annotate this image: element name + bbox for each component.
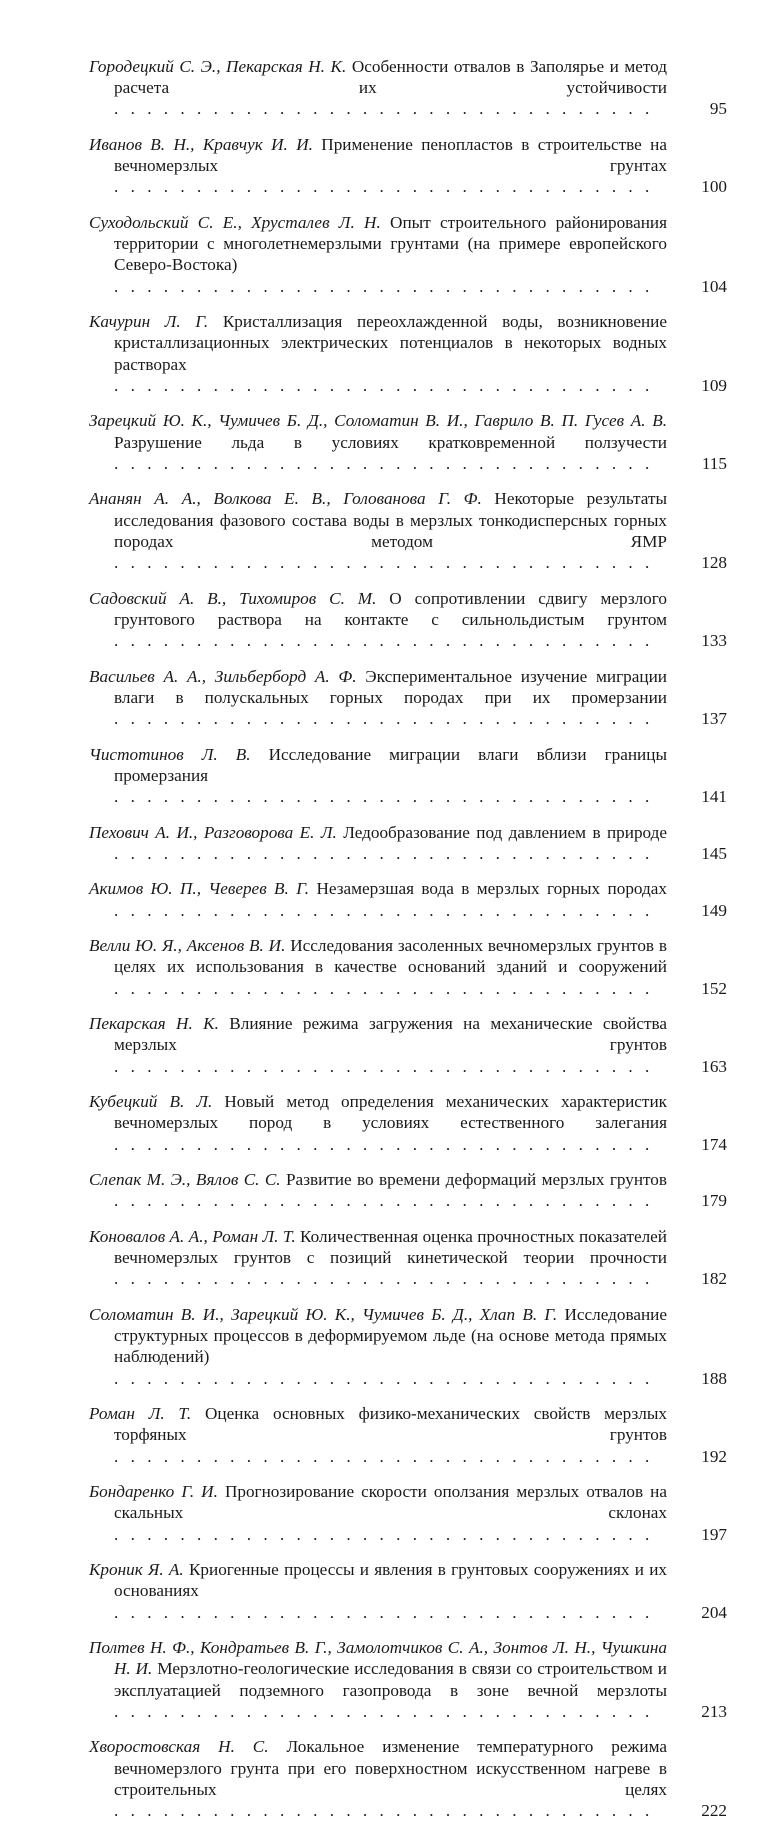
- dot-leader: . . . . . . . . . . . . . . . . . . . . . . . . . . . . . . . . .: [114, 276, 654, 296]
- entry-authors: Бондаренко Г. И.: [89, 1482, 218, 1502]
- entry-page-number: 145: [701, 843, 727, 863]
- entry-page-number: 109: [701, 375, 727, 395]
- entry-title: Количественная оценка прочностных показателей вечномерзлых грунтов с позиций кинетической теории прочности: [114, 1227, 667, 1268]
- dot-leader: . . . . . . . . . . . . . . . . . . . . . . . . . . . . . . . . .: [114, 177, 654, 197]
- entry-authors: Велли Ю. Я., Аксенов В. И.: [89, 936, 286, 956]
- entry-page-number: 179: [701, 1191, 727, 1211]
- entry-authors: Пехович А. И., Разговорова Е. Л.: [89, 822, 337, 842]
- toc-entry: [89, 1637, 727, 1722]
- entry-page-number: 137: [701, 709, 727, 729]
- entry-title: Новый метод определения механических характеристик вечномерзлых пород в условиях естественного залегания: [114, 1092, 667, 1133]
- entry-authors: Качурин Л. Г.: [89, 312, 209, 332]
- entry-page-number: 95: [709, 99, 727, 119]
- dot-leader: . . . . . . . . . . . . . . . . . . . . . . . . . . . . . . . . .: [114, 843, 654, 863]
- dot-leader: . . . . . . . . . . . . . . . . . . . . . . . . . . . . . . . . .: [114, 1134, 654, 1154]
- toc-entry: [89, 410, 727, 474]
- entry-title: Локальное изменение температурного режима вечномерзлого грунта при его поверхностном искусственном нагреве в строительных целях: [114, 1737, 667, 1799]
- entry-page-number: 115: [701, 453, 727, 473]
- toc-entry: [89, 1091, 727, 1155]
- toc-entry: [89, 134, 727, 198]
- toc-entry: [89, 56, 727, 120]
- entry-page-number: 182: [701, 1269, 727, 1289]
- dot-leader: . . . . . . . . . . . . . . . . . . . . . . . . . . . . . . . . .: [114, 1701, 654, 1721]
- dot-leader: . . . . . . . . . . . . . . . . . . . . . . . . . . . . . . . . .: [114, 553, 654, 573]
- toc-entry: [89, 1169, 727, 1211]
- dot-leader: . . . . . . . . . . . . . . . . . . . . . . . . . . . . . . . . .: [114, 787, 654, 807]
- entry-authors: Суходольский С. Е., Хрусталев Л. Н.: [89, 213, 381, 232]
- entry-title: Ледообразование под давлением в природе: [343, 822, 668, 842]
- entry-title: Влияние режима загружения на механические свойства мерзлых грунтов: [114, 1014, 667, 1055]
- entry-page-number: 222: [701, 1801, 727, 1821]
- toc-entry: [89, 1559, 727, 1623]
- dot-leader: . . . . . . . . . . . . . . . . . . . . . . . . . . . . . . . . .: [114, 1801, 654, 1821]
- entry-authors: Соломатин В. И., Зарецкий Ю. К., Чумичев Б. Д., Хлап В. Г.: [89, 1305, 558, 1324]
- toc-entry: [89, 1304, 727, 1389]
- entry-authors: Иванов В. Н., Кравчук И. И.: [89, 135, 313, 154]
- entry-authors: Садовский А. В., Тихомиров С. М.: [89, 588, 377, 608]
- dot-leader: . . . . . . . . . . . . . . . . . . . . . . . . . . . . . . . . .: [114, 1269, 654, 1289]
- entry-page-number: 204: [701, 1602, 727, 1622]
- entry-title: Некоторые результаты исследования фазового состава воды в мерзлых тонкодисперсных горных породах методом ЯМР: [114, 489, 668, 551]
- toc-entry: [89, 488, 727, 573]
- dot-leader: . . . . . . . . . . . . . . . . . . . . . . . . . . . . . . . . .: [114, 631, 654, 651]
- entry-title: Развитие во времени деформаций мерзлых грунтов: [286, 1170, 668, 1190]
- entry-authors: Васильев А. А., Зильберборд А. Ф.: [89, 666, 357, 686]
- entry-page-number: 163: [701, 1056, 727, 1076]
- entry-title: Криогенные процессы и явления в грунтовых сооружениях и их основаниях: [114, 1560, 667, 1601]
- entry-title: Экспериментальное изучение миграции влаги в полускальных горных породах при их промерзании: [114, 666, 667, 707]
- entry-authors: Городецкий С. Э., Пекарская Н. К.: [89, 57, 347, 76]
- entry-title: О сопротивлении сдвигу мерзлого грунтового раствора на контакте с сильнольдистым грунтом: [114, 588, 667, 629]
- toc-entry: [89, 1226, 727, 1290]
- entry-title: Мерзлотно-геологические исследования в связи со строительством и эксплуатацией подземного газопровода в зоне вечной мерзлоты: [114, 1659, 667, 1700]
- toc-entry: [89, 935, 727, 999]
- entry-title: Опыт строительного районирования территории с многолетнемерзлыми грунтами (на примере европейского Северо-Востока): [114, 213, 668, 275]
- toc-list: [89, 56, 727, 1821]
- entry-page-number: 188: [701, 1368, 727, 1388]
- entry-page-number: 133: [701, 631, 727, 651]
- entry-title: Исследование миграции влаги вблизи границы промерзания: [114, 744, 668, 785]
- entry-page-number: 197: [701, 1524, 727, 1544]
- entry-page-number: 174: [701, 1134, 727, 1154]
- entry-page-number: 104: [701, 276, 727, 296]
- entry-title: Прогнозирование скорости оползания мерзлых отвалов на скальных склонах: [114, 1482, 667, 1523]
- entry-title: Исследование структурных процессов в деформируемом льде (на основе метода прямых наблюдений): [114, 1305, 667, 1367]
- toc-entry: [89, 878, 727, 920]
- entry-page-number: 141: [701, 787, 727, 807]
- dot-leader: . . . . . . . . . . . . . . . . . . . . . . . . . . . . . . . . .: [114, 978, 654, 998]
- entry-title: Особенности отвалов в Заполярье и метод расчета их устойчивости: [114, 57, 668, 98]
- entry-title: Исследования засоленных вечномерзлых грунтов в целях их использования в качестве оснований зданий и сооружений: [114, 936, 667, 977]
- entry-title: Незамерзшая вода в мерзлых горных породах: [316, 879, 667, 899]
- entry-authors: Полтев Н. Ф., Кондратьев В. Г., Замолотчиков С. А., Зонтов Л. Н., Чушкина Н. И.: [89, 1638, 667, 1679]
- entry-authors: Коновалов А. А., Роман Л. Т.: [89, 1227, 296, 1246]
- entry-page-number: 152: [701, 978, 727, 998]
- dot-leader: . . . . . . . . . . . . . . . . . . . . . . . . . . . . . . . . .: [114, 1191, 654, 1211]
- entry-authors: Зарецкий Ю. К., Чумичев Б. Д., Соломатин В. И., Гаврило В. П. Гусев А. В.: [89, 411, 667, 431]
- entry-title: Разрушение льда в условиях кратковременной ползучести: [114, 432, 667, 452]
- dot-leader: . . . . . . . . . . . . . . . . . . . . . . . . . . . . . . . . .: [114, 709, 654, 729]
- entry-authors: Ананян А. А., Волкова Е. В., Голованова Г. Ф.: [89, 489, 482, 509]
- toc-entry: [89, 1403, 727, 1467]
- entry-authors: Кубецкий В. Л.: [89, 1092, 213, 1112]
- toc-entry: [89, 212, 727, 297]
- toc-entry: [89, 822, 727, 864]
- entry-page-number: 192: [701, 1446, 727, 1466]
- entry-title: Применение пенопластов в строительстве на вечномерзлых грунтах: [114, 135, 667, 176]
- dot-leader: . . . . . . . . . . . . . . . . . . . . . . . . . . . . . . . . .: [114, 1368, 654, 1388]
- entry-authors: Роман Л. Т.: [89, 1404, 192, 1424]
- entry-page-number: 213: [701, 1701, 727, 1721]
- toc-entry: [89, 588, 727, 652]
- dot-leader: . . . . . . . . . . . . . . . . . . . . . . . . . . . . . . . . .: [114, 99, 654, 119]
- dot-leader: . . . . . . . . . . . . . . . . . . . . . . . . . . . . . . . . .: [114, 1524, 654, 1544]
- dot-leader: . . . . . . . . . . . . . . . . . . . . . . . . . . . . . . . . .: [114, 1602, 654, 1622]
- dot-leader: . . . . . . . . . . . . . . . . . . . . . . . . . . . . . . . . .: [114, 375, 654, 395]
- entry-authors: Пекарская Н. К.: [89, 1014, 219, 1034]
- entry-title: Оценка основных физико-механических свойств мерзлых торфяных грунтов: [114, 1404, 667, 1445]
- entry-authors: Хворостовская Н. С.: [89, 1737, 269, 1757]
- entry-page-number: 149: [701, 900, 727, 920]
- dot-leader: . . . . . . . . . . . . . . . . . . . . . . . . . . . . . . . . .: [114, 1446, 654, 1466]
- toc-entry: [89, 1481, 727, 1545]
- dot-leader: . . . . . . . . . . . . . . . . . . . . . . . . . . . . . . . . .: [114, 900, 654, 920]
- dot-leader: . . . . . . . . . . . . . . . . . . . . . . . . . . . . . . . . .: [114, 453, 654, 473]
- entry-page-number: 128: [701, 553, 727, 573]
- toc-entry: [89, 1736, 727, 1821]
- toc-entry: [89, 1013, 727, 1077]
- entry-title: Кристаллизация переохлажденной воды, возникновение кристаллизационных электрических потенциалов в некоторых водных растворах: [114, 312, 667, 374]
- entry-authors: Слепак М. Э., Вялов С. С.: [89, 1170, 281, 1190]
- entry-authors: Кроник Я. А.: [89, 1560, 184, 1580]
- dot-leader: . . . . . . . . . . . . . . . . . . . . . . . . . . . . . . . . .: [114, 1056, 654, 1076]
- toc-entry: [89, 744, 727, 808]
- entry-page-number: 100: [701, 177, 727, 197]
- toc-entry: [89, 311, 727, 396]
- entry-authors: Чистотинов Л. В.: [89, 744, 251, 764]
- entry-authors: Акимов Ю. П., Чеверев В. Г.: [89, 879, 310, 899]
- toc-entry: [89, 666, 727, 730]
